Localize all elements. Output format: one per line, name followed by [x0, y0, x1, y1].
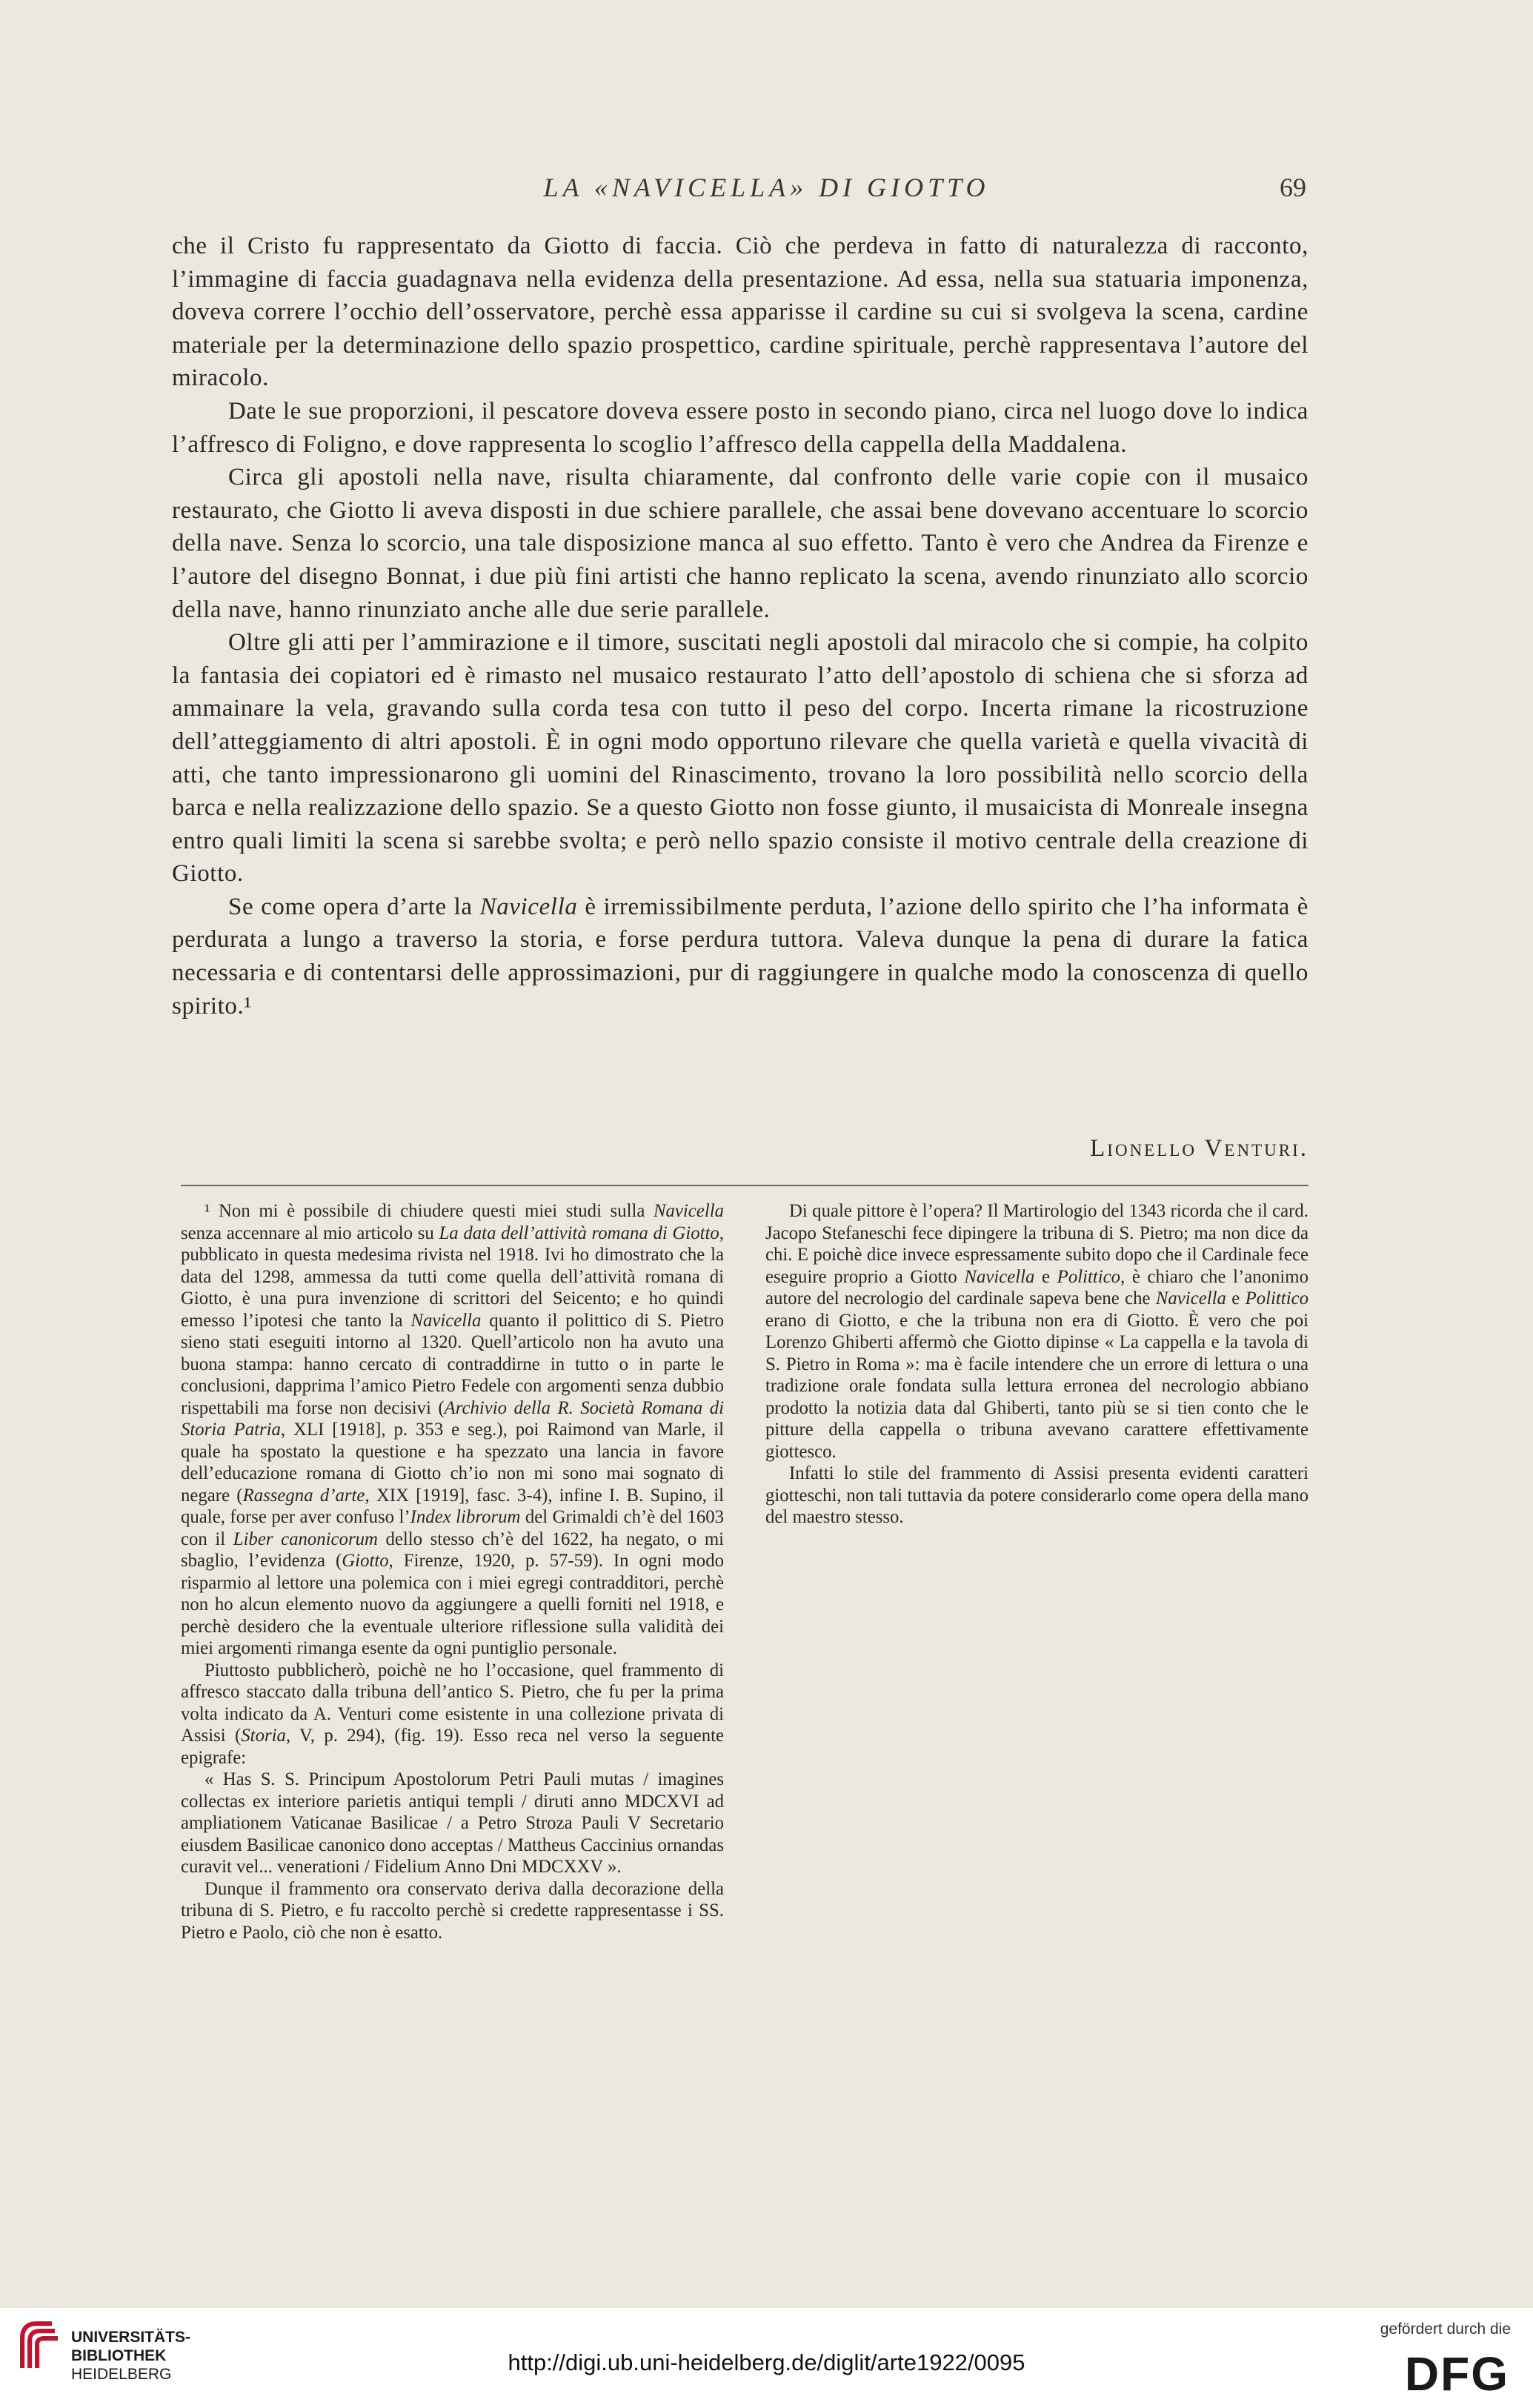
italic-run: Polittico	[1057, 1266, 1121, 1287]
running-head	[0, 172, 1533, 216]
text-run: , pubblicato in questa medesima rivista nel 1918. Ivi ho dimostrato che la data del 1298, ammessa da tutti come quella dell’attività romana di Giotto, è una pura invenzione di scrittori del Seicento; e ho quindi emesso l’ipotesi che tanto la	[181, 1223, 724, 1331]
text-run: è irremissibilmente perduta, l’azione dello spirito che l’ha informata è perdurata a lungo a traverso la storia, e forse perdura tuttora. Valeva dunque la pena di durare la fatica necessaria e di contentarsi delle approssimazioni, pur di raggiungere in qualche modo la conoscenza di quello spirito.¹	[172, 893, 1308, 1020]
text-run: Piuttosto pubblicherò, poichè ne ho l’occasione, quel frammento di affresco staccato dalla tribuna dell’antico S. Pietro, che fu per la prima volta indicato da A. Venturi come esistente in una collezione privata di Assisi (	[181, 1660, 724, 1746]
dfg-logo-icon[interactable]	[1363, 2349, 1511, 2393]
dfg-logo-text: DFG	[1404, 2349, 1509, 2393]
italic-run: Navicella	[653, 1201, 724, 1221]
text-run: e	[1034, 1266, 1057, 1287]
text-run: erano di Giotto, e che la tribuna non era di Giotto. È vero che poi Lorenzo Ghiberti affermò che Giotto dipinse « La cappella e la tavola di S. Pietro in Roma »: ma è facile intendere che un errore di lettura o una tradizione orale fondata sulla lettura erronea del necrologio abbiano prodotto la notizia data dal Ghiberti, tanto più se si tien conto che le pitture della cappella o tribuna avevano carattere effettivamente giottesco.	[765, 1310, 1308, 1462]
paragraph: che il Cristo fu rappresentato da Giotto di faccia. Ciò che perdeva in fatto di naturalezza di racconto, l’immagine di faccia guadagnava nella evidenza della presentazione. Ad essa, nella sua statuaria imponenza, doveva correre l’occhio dell’osservatore, perchè essa apparisse il cardine su cui si svolgeva la scena, cardine materiale per la determinazione dello spazio prospettico, cardine spirituale, perchè rappresentava l’autore del miracolo.	[172, 233, 1308, 392]
text-run: , Firenze, 1920, p. 57-59). In ogni modo risparmio al lettore una polemica con i miei egregi contradditori, perchè non ho alcun elemento nuovo da aggiungere a quelli forniti nel 1918, e perchè desidero che la eventuale ulteriore riflessione sulla validità dei miei argomenti rimanga esente da ogni puntiglio personale.	[181, 1551, 724, 1658]
italic-run: Index librorum	[410, 1507, 521, 1527]
funded-by-label: gefördert durch die	[1380, 2321, 1511, 2338]
footnote-paragraph	[765, 1200, 1308, 1463]
footnote-divider	[181, 1185, 1308, 1186]
italic-title: Navicella	[479, 893, 578, 920]
text-run: , V, p. 294), (fig. 19). Esso reca nel verso la seguente epigrafe:	[181, 1726, 724, 1768]
italic-run: Rassegna d’arte	[242, 1485, 365, 1506]
epigraph-quote: « Has S. S. Principum Apostolorum Petri Pauli mutas / imagines collectas ex interiore parietis antiqui templi / diruti anno MDCXVI ad ampliationem Vaticanae Basilicae / a Petro Stroza Pauli V Secretario eiusdem Basilicae canonico dono acceptas / Mattheus Caccinius ornandas curavit vel... venerationi / Fidelium Anno Dni MDCXXV ».	[181, 1769, 724, 1877]
footnote-paragraph: Dunque il frammento ora conservato deriva dalla decorazione della tribuna di S. Pietro, e fu raccolto perchè si credette rappresentasse i SS. Pietro e Paolo, ciò che non è esatto.	[181, 1878, 724, 1943]
footnote-paragraph: Infatti lo stile del frammento di Assisi presenta evidenti caratteri giotteschi, non tali tuttavia da potere considerarlo come opera della mano del maestro stesso.	[765, 1463, 1308, 1527]
text-run: , XIX [1919], fasc. 3-4), infine I. B. Supino, il quale, forse per aver confuso l’	[181, 1485, 724, 1527]
italic-run: Archivio della R. Società Romana di Storia Patria	[181, 1397, 724, 1440]
author-signature: Lionello Venturi.	[1090, 1135, 1308, 1162]
text-run: quanto il polittico di S. Pietro sieno stati eseguiti intorno al 1320. Quell’articolo non ha avuto una buona stampa: hanno cercato di contraddirne in tutto o in parte le conclusioni, dapprima l’amico Pietro Fedele con argomenti senza dubbio rispettabili ma forse non decisivi (	[181, 1310, 724, 1418]
library-name-line: BIBLIOTHEK	[71, 2347, 167, 2364]
text-run: e	[1226, 1288, 1246, 1308]
italic-run: Navicella	[1155, 1288, 1226, 1308]
paragraph: Circa gli apostoli nella nave, risulta chiaramente, dal confronto delle varie copie con il musaico restaurato, che Giotto li aveva disposti in due schiere parallele, che assai bene dovevano accentuare lo scorcio della nave. Senza lo scorcio, una tale disposizione manca al suo effetto. Tanto è vero che Andrea da Firenze e l’autore del disegno Bonnat, i due più fini artisti che hanno replicato la scena, avendo rinunziato allo scorcio della nave, hanno rinunziato anche alle due serie parallele.	[172, 464, 1308, 623]
paragraph: Oltre gli atti per l’ammirazione e il timore, suscitati negli apostoli dal miracolo che si compie, ha colpito la fantasia dei copiatori ed è rimasto nel musaico restaurato l’atto dell’apostolo di schiena che si sforza ad ammainare la vela, gravando sulla corda tesa con tutto il peso del corpo. Incerta rimane la ricostruzione dell’atteggiamento di altri apostoli. È in ogni modo opportuno rilevare che quella varietà e quella vivacità di atti, che tanto impressionarono gli uomini del Rinascimento, trovano la loro possibilità nello scorcio della barca e nella realizzazione dello spazio. Se a questo Giotto non fosse giunto, il musaicista di Monreale insegna entro quali limiti la scena si sarebbe svolta; e però nello spazio consiste il motivo centrale della creazione di Giotto.	[172, 629, 1308, 888]
main-text	[172, 230, 1308, 1022]
running-title: LA «NAVICELLA» DI GIOTTO	[543, 173, 990, 202]
italic-run: Navicella	[964, 1266, 1035, 1287]
footnote-paragraph	[181, 1200, 724, 1660]
footnote-paragraph	[181, 1660, 724, 1769]
text-run: Di quale pittore è l’opera? Il Martirologio del 1343 ricorda che il card. Jacopo Stefaneschi fece dipingere la tribuna di S. Pietro; ma non dice da chi. E poichè dice invece espressamente subito dopo che il Cardinale fece eseguire proprio a Giotto	[765, 1201, 1308, 1287]
paragraph: Date le sue proporzioni, il pescatore doveva essere posto in secondo piano, circa nel luogo dove lo indica l’affresco di Foligno, e dove rappresenta lo scoglio l’affresco della cappella della Maddalena.	[172, 397, 1308, 458]
text-run: dello stesso ch’è del 1622, ha negato, o mi sbaglio, l’evidenza (	[181, 1529, 724, 1571]
text-run: Se come opera d’arte la	[228, 893, 480, 920]
italic-run: Liber canonicorum	[233, 1529, 378, 1549]
italic-run: Storia	[241, 1726, 286, 1746]
italic-run: Navicella	[410, 1310, 482, 1331]
italic-run: Polittico	[1245, 1288, 1308, 1308]
italic-run: La data dell’attività romana di Giotto	[439, 1223, 719, 1243]
italic-run: Giotto	[342, 1551, 389, 1571]
text-run: , è chiaro che l’anonimo autore del necrologio del cardinale sapeva bene che	[765, 1266, 1308, 1308]
page-number: 69	[1280, 173, 1306, 202]
text-run: del Grimaldi ch’è del 1603 con il	[181, 1507, 725, 1549]
library-name-line: HEIDELBERG	[71, 2366, 172, 2383]
text-run: ¹ Non mi è possibile di chiudere questi miei studi sulla	[204, 1201, 654, 1221]
text-run: senza accennare al mio articolo su	[181, 1223, 439, 1243]
paragraph	[172, 891, 1308, 1022]
footnotes	[181, 1200, 1308, 1949]
library-name-line: UNIVERSITÄTS-	[71, 2329, 191, 2346]
text-run: , XLI [1918], p. 353 e seg.), poi Raimond van Marle, il quale ha spostato la questione e ha spezzato una lancia in favore dell’educazione romana di Giotto ch’io non mi sono mai sognato di negare (	[181, 1420, 724, 1506]
permalink-url[interactable]: http://digi.ub.uni-heidelberg.de/diglit/arte1922/0095	[508, 2349, 1025, 2375]
